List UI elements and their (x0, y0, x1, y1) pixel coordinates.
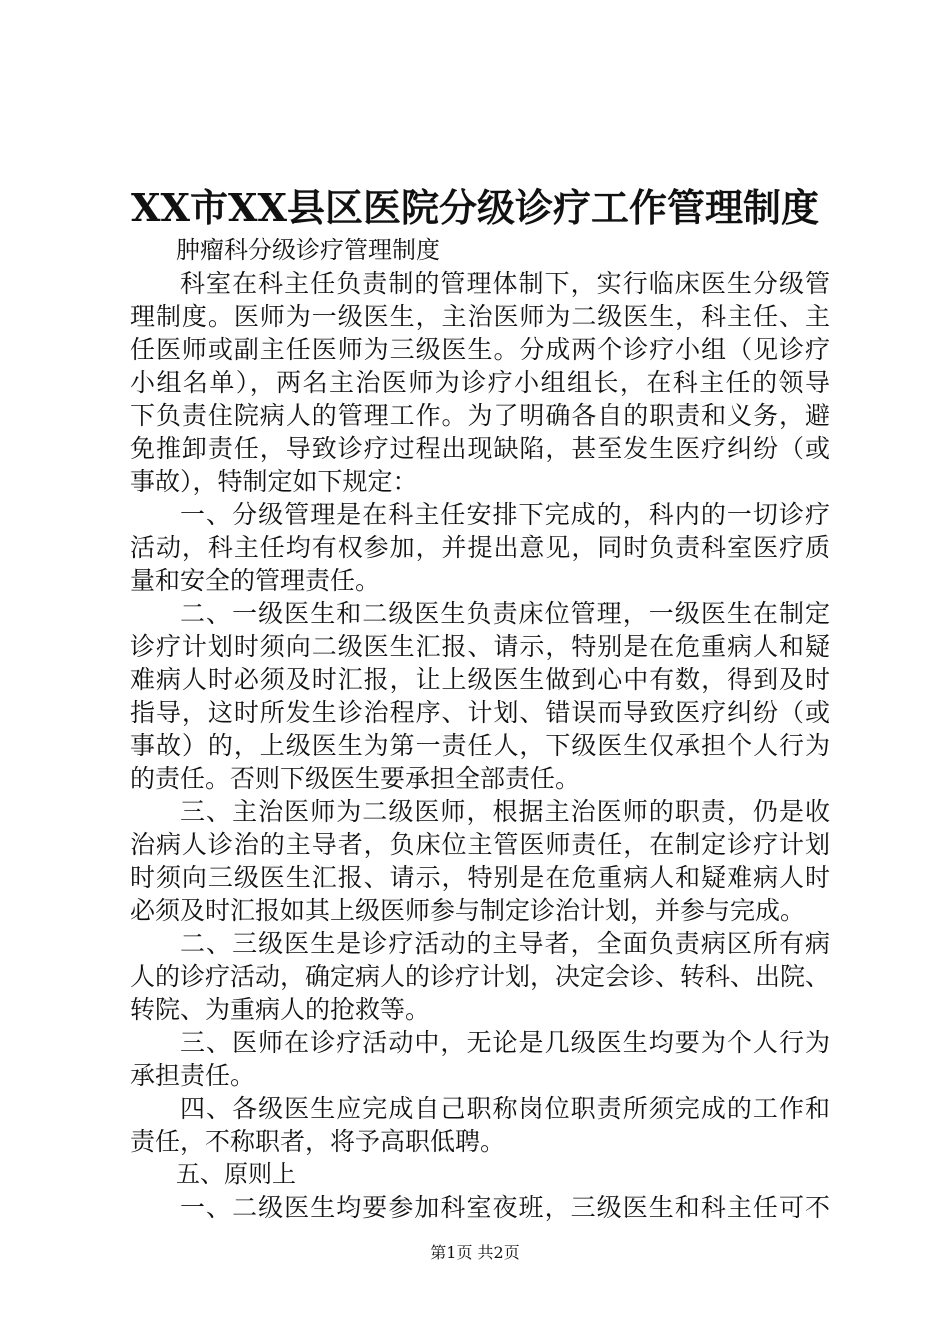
paragraph-line: 理制度。医师为一级医生，主治医师为二级医生，科主任、主 (130, 302, 830, 331)
page-footer: 第1页 共2页 (430, 1243, 520, 1262)
paragraph-line: 免推卸责任，导致诊疗过程出现缺陷，甚至发生医疗纠纷（或 (130, 434, 830, 463)
paragraph-line: 承担责任。 (130, 1061, 256, 1090)
paragraph-line: 二、三级医生是诊疗活动的主导者，全面负责病区所有病 (180, 929, 830, 958)
paragraph-line: 转院、为重病人的抢救等。 (130, 995, 431, 1024)
paragraph-line: 小组名单），两名主治医师为诊疗小组组长，在科主任的领导 (130, 368, 830, 397)
paragraph-line: 诊疗计划时须向二级医生汇报、请示，特别是在危重病人和疑 (130, 632, 830, 661)
paragraph-line: 一、二级医生均要参加科室夜班，三级医生和科主任可不 (180, 1193, 830, 1222)
paragraph-line: 人的诊疗活动，确定病人的诊疗计划，决定会诊、转科、出院、 (130, 962, 831, 991)
paragraph-line: 必须及时汇报如其上级医师参与制定诊治计划，并参与完成。 (130, 896, 806, 925)
paragraph-line: 量和安全的管理责任。 (130, 566, 381, 595)
paragraph-line: 一、分级管理是在科主任安排下完成的，科内的一切诊疗 (180, 500, 830, 529)
paragraph-line: 事故），特制定如下规定： (130, 467, 418, 496)
paragraph-line: 指导，这时所发生诊治程序、计划、错误而导致医疗纠纷（或 (130, 698, 830, 727)
paragraph-line: 活动，科主任均有权参加，并提出意见，同时负责科室医疗质 (130, 533, 830, 562)
section-heading: 肿瘤科分级诊疗管理制度 (176, 236, 440, 264)
document-body (130, 234, 830, 1224)
paragraph-line: 任医师或副主任医师为三级医生。分成两个诊疗小组（见诊疗 (130, 335, 830, 364)
paragraph-line: 五、原则上 (176, 1160, 296, 1188)
paragraph-line: 四、各级医生应完成自己职称岗位职责所须完成的工作和 (180, 1094, 830, 1123)
paragraph-line: 科室在科主任负责制的管理体制下，实行临床医生分级管 (180, 269, 830, 298)
paragraph-line: 治病人诊治的主导者，负床位主管医师责任，在制定诊疗计划 (130, 830, 830, 859)
paragraph-line: 三、主治医师为二级医师，根据主治医师的职责，仍是收 (180, 797, 830, 826)
paragraph-line: 下负责住院病人的管理工作。为了明确各自的职责和义务，避 (130, 401, 830, 430)
paragraph-line: 时须向三级医生汇报、请示，特别是在危重病人和疑难病人时 (130, 863, 830, 892)
paragraph-line: 难病人时必须及时汇报，让上级医生做到心中有数，得到及时 (130, 665, 830, 694)
paragraph-line: 的责任。否则下级医生要承担全部责任。 (130, 764, 581, 793)
paragraph-line: 事故）的，上级医生为第一责任人，下级医生仅承担个人行为 (130, 731, 830, 760)
paragraph-line: 责任，不称职者，将予高职低聘。 (130, 1127, 506, 1156)
paragraph-line: 三、医师在诊疗活动中，无论是几级医生均要为个人行为 (180, 1028, 830, 1057)
document-title: XX市XX县区医院分级诊疗工作管理制度 (131, 185, 819, 230)
paragraph-line: 二、一级医生和二级医生负责床位管理，一级医生在制定 (180, 599, 830, 628)
